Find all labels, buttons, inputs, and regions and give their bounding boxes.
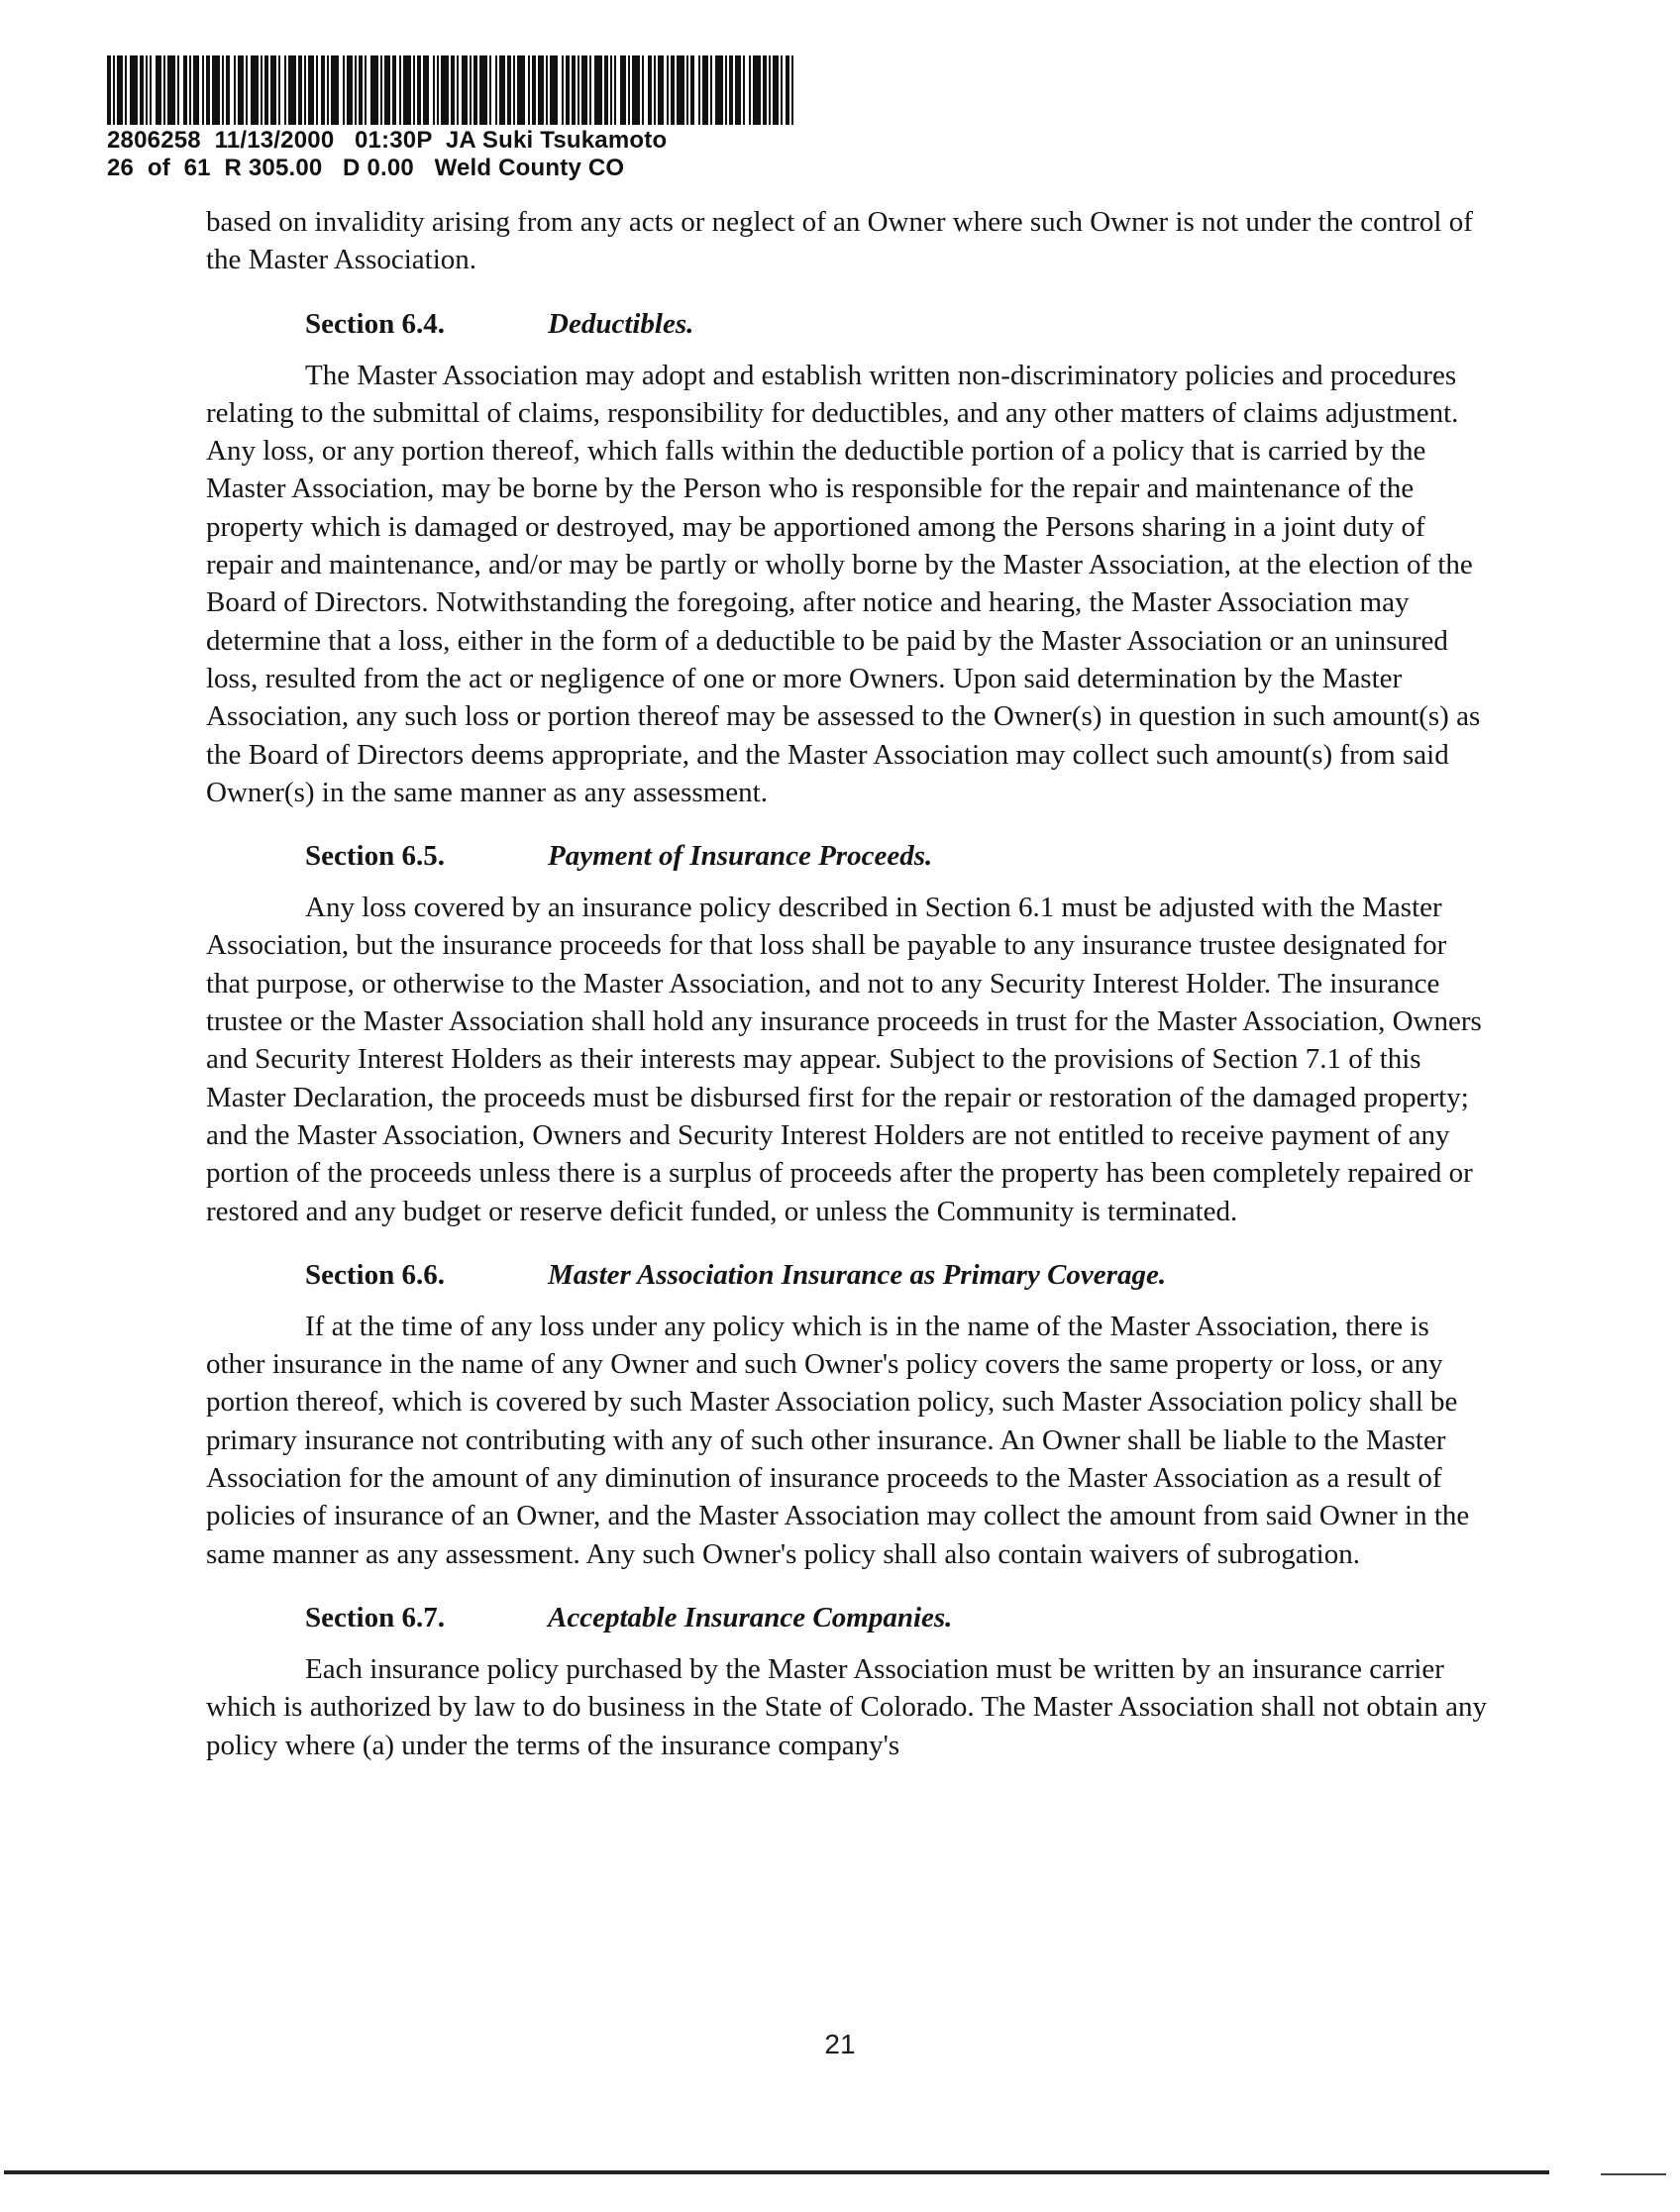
- barcode-bar: [507, 55, 511, 125]
- barcode-bar: [167, 55, 175, 125]
- barcode-bar: [413, 55, 415, 125]
- barcode-bar: [614, 55, 616, 125]
- barcode-bar: [566, 55, 570, 125]
- barcode-bar: [499, 55, 505, 125]
- barcode-bar: [743, 55, 745, 125]
- page-number: 21: [824, 2029, 856, 2059]
- barcode-bar: [473, 55, 477, 125]
- barcode-bar: [399, 55, 401, 125]
- barcode-bar: [642, 55, 644, 125]
- barcode-bar: [316, 55, 318, 125]
- barcode-bar: [113, 55, 115, 125]
- section-number: Section 6.4.: [305, 307, 445, 340]
- barcode-bar: [384, 55, 390, 125]
- section-6-4-paragraph: The Master Association may adopt and establish written non-discriminatory policies and procedures relating to the submittal of claims, responsibility for deductibles, and any other matters of claims adjustment. Any loss, or any portion thereof, which falls within the deductible portion of a policy that is carried by the Master Association, may be borne by the Person who is responsible for the repair and maintenance of the property which is damaged or destroyed, may be apportioned among the Persons sharing in a joint duty of repair and maintenance, and/or may be partly or wholly borne by the Master Association, at the election of the Board of Directors. Notwithstanding the foregoing, after notice and hearing, the Master Association may determine that a loss, either in the form of a deductible to be paid by the Master Association or an uninsured loss, resulted from the act or negligence of one or more Owners. Upon said determination by the Master Association, any such loss or portion thereof may be assessed to the Owner(s) in question in such amount(s) as the Board of Directors deems appropriate, and the Master Association may collect such amount(s) from said Owner(s) in the same manner as any assessment.: [206, 359, 1481, 808]
- section-title: Acceptable Insurance Companies.: [548, 1601, 953, 1633]
- section-heading-6-7: [206, 1600, 1494, 1635]
- barcode-bar: [698, 55, 700, 125]
- barcode-bar: [370, 55, 378, 125]
- barcode-bar: [786, 55, 789, 125]
- barcode-bar: [528, 55, 530, 125]
- barcode-bar: [594, 55, 602, 125]
- barcode-bar: [403, 55, 411, 125]
- section-heading-6-6: [206, 1257, 1494, 1293]
- barcode-bar: [702, 55, 708, 125]
- barcode-bar: [769, 55, 771, 125]
- barcode-bar: [479, 55, 487, 125]
- barcode-bar: [193, 55, 199, 125]
- barcode-bar: [270, 55, 276, 125]
- barcode-bar: [538, 55, 544, 125]
- barcode-bar: [495, 55, 497, 125]
- continued-paragraph: based on invalidity arising from any acts or neglect of an Owner where such Owner is not under the control of the Master Association.: [206, 206, 1473, 276]
- barcode-bar: [125, 55, 127, 125]
- barcode-bar: [150, 55, 152, 125]
- barcode-bar: [234, 55, 236, 125]
- barcode-bar: [791, 55, 793, 125]
- barcode-bar: [365, 55, 367, 125]
- barcode-bar: [130, 55, 138, 125]
- section-title: Master Association Insurance as Primary Coverage.: [548, 1258, 1167, 1291]
- barcode-bar: [654, 55, 656, 125]
- barcode-bar: [715, 55, 723, 125]
- recording-stamp-line-1: 2806258 11/13/2000 01:30P JA Suki Tsukamoto: [107, 127, 668, 154]
- section-6-5-paragraph: Any loss covered by an insurance policy described in Section 6.1 must be adjusted with the Master Association, but the insurance proceeds for that loss shall be payable to any insurance trustee designated for that purpose, or otherwise to the Master Association, and not to any Security Interest Holder. The insurance trustee or the Master Association shall hold any insurance proceeds in trust for the Master Association, Owners and Security Interest Holders as their interests may appear. Subject to the provisions of Section 7.1 of this Master Declaration, the proceeds must be disbursed first for the repair or restoration of the damaged property; and the Master Association, Owners and Security Interest Holders are not entitled to receive payment of any portion of the proceeds unless there is a surplus of proceeds after the property has been completely repaired or restored and any budget or reserve deficit funded, or unless the Community is terminated.: [206, 892, 1482, 1227]
- section-title: Deductibles.: [548, 307, 694, 340]
- barcode-bar: [677, 55, 684, 125]
- barcode-bar: [470, 55, 472, 125]
- barcode-bar: [451, 55, 455, 125]
- barcode-bar: [513, 55, 515, 125]
- barcode-bar: [343, 55, 345, 125]
- section-title: Payment of Insurance Proceeds.: [548, 840, 933, 873]
- section-heading-6-4: [206, 306, 1494, 342]
- barcode-bar: [206, 55, 210, 125]
- barcode-bar: [183, 55, 187, 125]
- barcode-bar: [729, 55, 733, 125]
- barcode-bar: [417, 55, 421, 125]
- barcode-bar: [457, 55, 459, 125]
- barcode-bar: [288, 55, 296, 125]
- barcode-bar: [107, 55, 111, 125]
- barcode-bar: [604, 55, 608, 125]
- barcode-bar: [189, 55, 191, 125]
- barcode-bar: [433, 55, 435, 125]
- barcode-bar: [202, 55, 204, 125]
- barcode-bar: [140, 55, 144, 125]
- barcode-bar: [163, 55, 165, 125]
- barcode-bar: [261, 55, 262, 125]
- barcode-bar: [620, 55, 626, 125]
- barcode-bar: [284, 55, 286, 125]
- barcode-bar: [251, 55, 259, 125]
- barcode-bar: [156, 55, 161, 125]
- section-number: Section 6.6.: [305, 1258, 445, 1291]
- barcode-bar: [246, 55, 248, 125]
- barcode-bar: [667, 55, 669, 125]
- barcode-bar: [532, 55, 536, 125]
- section-number: Section 6.7.: [305, 1601, 445, 1633]
- barcode-bar: [226, 55, 230, 125]
- section-6-6-paragraph: If at the time of any loss under any policy which is in the name of the Master Association, there is other insurance in the name of any Owner and such Owner's policy covers the same property or loss, or any portion thereof, which is covered by such Master Association policy, such Master Association policy shall be primary insurance not contributing with any of such other insurance. An Owner shall be liable to the Master Association for the amount of any diminution of insurance proceeds to the Master Association as a result of policies of insurance of an Owner, and the Master Association may collect the amount from said Owner in the same manner as any assessment. Any such Owner's policy shall also contain waivers of subrogation.: [206, 1310, 1470, 1570]
- footer-rule: [4, 2170, 1549, 2174]
- section-heading-6-5: [206, 838, 1494, 874]
- barcode-bar: [550, 55, 558, 125]
- barcode-bar: [632, 55, 640, 125]
- barcode-bar: [298, 55, 302, 125]
- barcode-bar: [212, 55, 220, 125]
- barcode-bar: [264, 55, 268, 125]
- barcode-bar: [441, 55, 449, 125]
- barcode-bar: [686, 55, 688, 125]
- barcode-bar: [462, 55, 468, 125]
- barcode-bar: [380, 55, 382, 125]
- barcode-bar: [628, 55, 630, 125]
- barcode-bar: [222, 55, 224, 125]
- recording-stamp-line-2: 26 of 61 R 305.00 D 0.00 Weld County CO: [107, 155, 625, 181]
- barcode-bar: [355, 55, 357, 125]
- barcode-bar: [146, 55, 148, 125]
- barcode-bar: [423, 55, 429, 125]
- barcode-bar: [177, 55, 179, 125]
- barcode-bar: [581, 55, 587, 125]
- barcode-bar: [690, 55, 694, 125]
- barcode-bar: [710, 55, 712, 125]
- barcode-bar: [725, 55, 727, 125]
- barcode-bar: [321, 55, 325, 125]
- barcode-bar: [437, 55, 439, 125]
- barcode-bar: [278, 55, 280, 125]
- barcode-bar: [392, 55, 396, 125]
- section-6-7-paragraph: Each insurance policy purchased by the Master Association must be written by an insurance carrier which is authorized by law to do business in the State of Colorado. The Master Association shall not obtain any policy where (a) under the terms of the insurance company's: [206, 1652, 1487, 1761]
- barcode-bar: [749, 55, 751, 125]
- section-number: Section 6.5.: [305, 840, 445, 873]
- barcode-bar: [359, 55, 363, 125]
- barcode-bar: [489, 55, 491, 125]
- barcode-bar: [572, 55, 576, 125]
- document-body: [206, 203, 1494, 1764]
- barcode-bar: [763, 55, 767, 125]
- footer-rule-stub: [1601, 2173, 1666, 2175]
- barcode-bar: [238, 55, 244, 125]
- barcode-bar: [327, 55, 329, 125]
- barcode-bar: [562, 55, 564, 125]
- barcode-bar: [658, 55, 664, 125]
- barcode-bar: [589, 55, 591, 125]
- barcode-bar: [308, 55, 314, 125]
- barcode-bar: [773, 55, 779, 125]
- barcode-bar: [347, 55, 353, 125]
- barcode-bar: [648, 55, 652, 125]
- barcode-bar: [517, 55, 525, 125]
- barcode-bar: [753, 55, 761, 125]
- barcode-bar: [578, 55, 579, 125]
- barcode-bar: [671, 55, 675, 125]
- barcode-bar: [304, 55, 306, 125]
- barcode-bar: [781, 55, 783, 125]
- barcode-bar: [117, 55, 123, 125]
- recording-barcode: [107, 55, 793, 125]
- barcode-bar: [546, 55, 548, 125]
- barcode-bar: [735, 55, 741, 125]
- barcode-bar: [610, 55, 612, 125]
- barcode-bar: [331, 55, 339, 125]
